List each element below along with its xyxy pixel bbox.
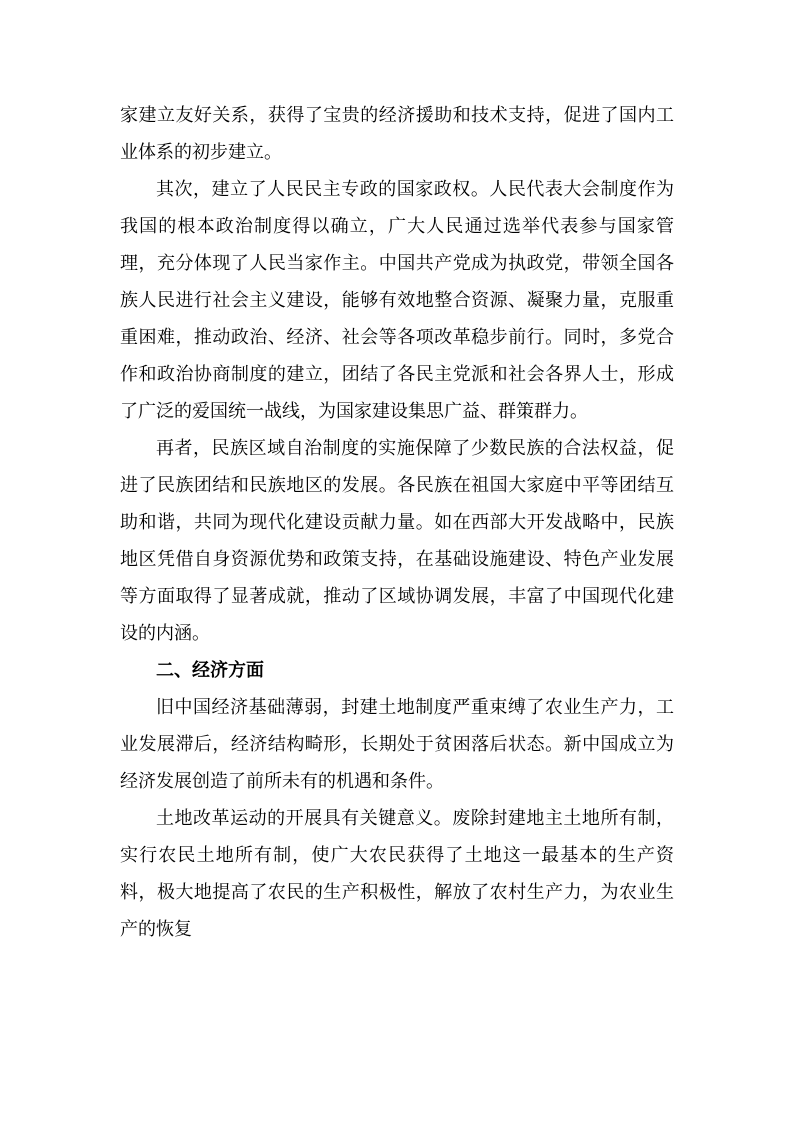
paragraph-continuation: 家建立友好关系，获得了宝贵的经济援助和技术支持，促进了国内工业体系的初步建立。: [120, 105, 674, 163]
document-body: [120, 97, 674, 948]
paragraph-old-economy: 旧中国经济基础薄弱，封建土地制度严重束缚了农业生产力，工业发展滞后，经济结构畸形，长期处于贫困落后状态。新中国成立为经济发展创造了前所未有的机遇和条件。: [120, 697, 674, 792]
paragraph-land-reform: 土地改革运动的开展具有关键意义。废除封建地主土地所有制，实行农民土地所有制，使广大农民获得了土地这一最基本的生产资料，极大地提高了农民的生产积极性，解放了农村生产力，为农业生产的恢复: [120, 808, 674, 940]
paragraph-ethnic-autonomy: 再者，民族区域自治制度的实施保障了少数民族的合法权益，促进了民族团结和民族地区的发展。各民族在祖国大家庭中平等团结互助和谐，共同为现代化建设贡献力量。如在西部大开发战略中，民族地区凭借自身资源优势和政策支持，在基础设施建设、特色产业发展等方面取得了显著成就，推动了区域协调发展，丰富了中国现代化建设的内涵。: [120, 438, 674, 644]
section-heading-economy: 二、经济方面: [156, 660, 264, 681]
paragraph-political-system: 其次，建立了人民民主专政的国家政权。人民代表大会制度作为我国的根本政治制度得以确立，广大人民通过选举代表参与国家管理，充分体现了人民当家作主。中国共产党成为执政党，带领全国各族人民进行社会主义建设，能够有效地整合资源、凝聚力量，克服重重困难，推动政治、经济、社会等各项改革稳步前行。同时，多党合作和政治协商制度的建立，团结了各民主党派和社会各界人士，形成了广泛的爱国统一战线，为国家建设集思广益、群策群力。: [120, 179, 674, 422]
